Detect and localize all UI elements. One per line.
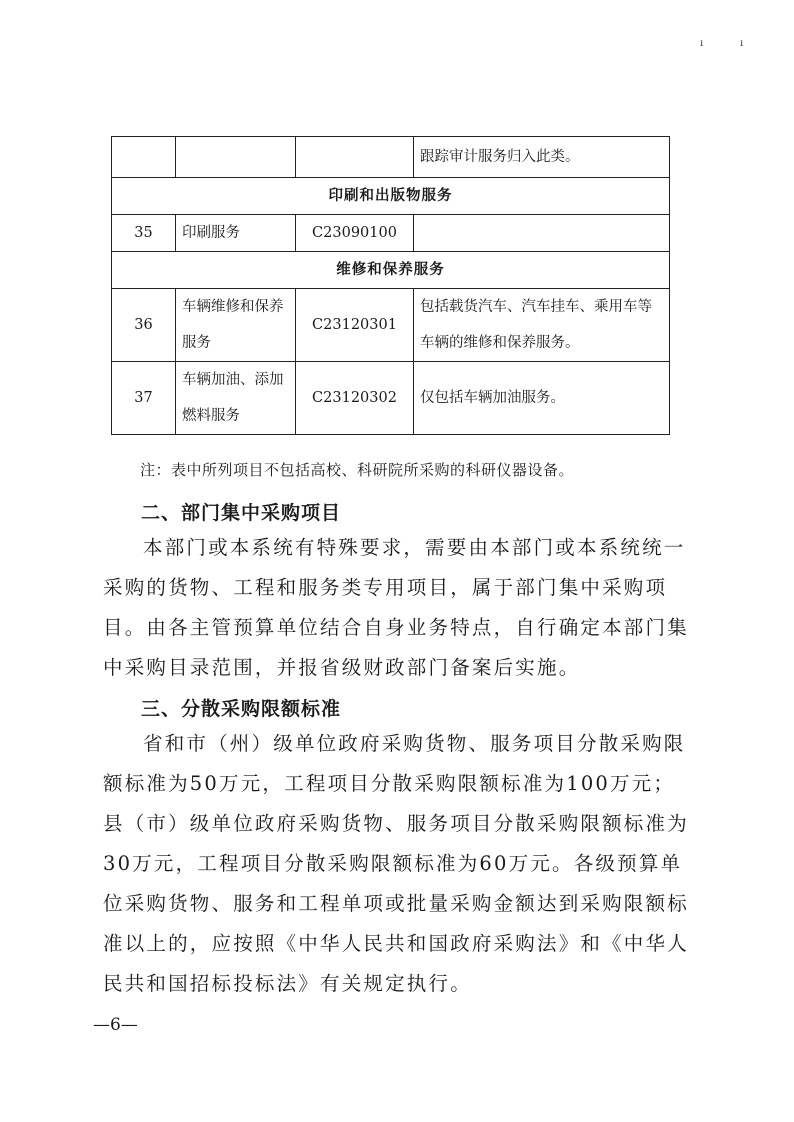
code-cell: C23120301 [296, 289, 414, 362]
table-section-row [112, 252, 670, 289]
table-row [112, 215, 670, 252]
section-title-cell: 维修和保养服务 [112, 252, 670, 289]
table-note: 注：表中所列项目不包括高校、科研院所采购的科研仪器设备。 [140, 461, 575, 479]
number-cell: 35 [112, 215, 176, 252]
section-body-dept-central [103, 528, 693, 688]
table-row [112, 137, 670, 178]
table-row [112, 289, 670, 362]
code-cell: C23120302 [296, 362, 414, 435]
number-cell: 36 [112, 289, 176, 362]
table-row [112, 362, 670, 435]
number-cell [112, 137, 176, 178]
number-cell: 37 [112, 362, 176, 435]
section-title-cell: 印刷和出版物服务 [112, 178, 670, 215]
procurement-catalog-table [111, 136, 670, 435]
paragraph: 省和市（州）级单位政府采购货物、服务项目分散采购限额标准为50万元，工程项目分散采购限额标准为100万元；县（市）级单位政府采购货物、服务项目分散采购限额标准为30万元，工程项目分散采购限额标准为60万元。各级预算单位采购货物、服务和工程单项或批量采购金额达到采购限额标准以上的，应按照《中华人民共和国政府采购法》和《中华人民共和国招标投标法》有关规定执行。 [103, 732, 689, 995]
page-number: —6— [93, 1015, 138, 1035]
description-cell [414, 215, 670, 252]
section-heading-dept-central: 二、部门集中采购项目 [141, 502, 342, 524]
name-cell: 车辆维修和保养服务 [176, 289, 296, 362]
document-page: ı ı 跟踪审计服务归入此类。 印刷和出版物服务 35 印刷服务 C23090100 维修和保养服务 36 车辆维修和保养服务 C23120301 包括载货汽车、汽车挂车、乘用车等车辆的维修和保养服务。 37 车辆加油、添加燃料服务 C23120302 仅包括车辆加油服务。 注：表中所列项目不包括高校、科研院所采购的科研仪器设备。 二、部门集中采购项目 本部门或本系统有特殊要求，需要由本部门或本系统统一采购的货物、工程和服务类专用项目，属于部门集中采购项目。由各主管预算单位结合自身业务特点，自行确定本部门集中采购目录范围，并报省级财政部门备案后实施。 三、分散采购限额标准 省和市（州）级单位政府采购货物、服务项目分散采购限额标准为50万元，工程项目分散采购限额标准为100万元；县（市）级单位政府采购货物、服务项目分散采购限额标准为30万元，工程项目分散采购限额标准为60万元。各级预算单位采购货物、服务和工程单项或批量采购金额达到采购限额标准以上的，应按照《中华人民共和国政府采购法》和《中华人民共和国招标投标法》有关规定执行。 —6— [93, 38, 744, 1035]
name-cell: 车辆加油、添加燃料服务 [176, 362, 296, 435]
paragraph: 本部门或本系统有特殊要求，需要由本部门或本系统统一采购的货物、工程和服务类专用项目，属于部门集中采购项目。由各主管预算单位结合自身业务特点，自行确定本部门集中采购目录范围，并报省级财政部门备案后实施。 [103, 536, 689, 679]
name-cell: 印刷服务 [176, 215, 296, 252]
description-cell: 跟踪审计服务归入此类。 [414, 137, 670, 178]
description-cell: 仅包括车辆加油服务。 [414, 362, 670, 435]
section-heading-threshold: 三、分散采购限额标准 [141, 698, 342, 720]
name-cell [176, 137, 296, 178]
code-cell: C23090100 [296, 215, 414, 252]
description-cell: 包括载货汽车、汽车挂车、乘用车等车辆的维修和保养服务。 [414, 289, 670, 362]
section-body-threshold [103, 724, 693, 1004]
code-cell [296, 137, 414, 178]
table-section-row [112, 178, 670, 215]
